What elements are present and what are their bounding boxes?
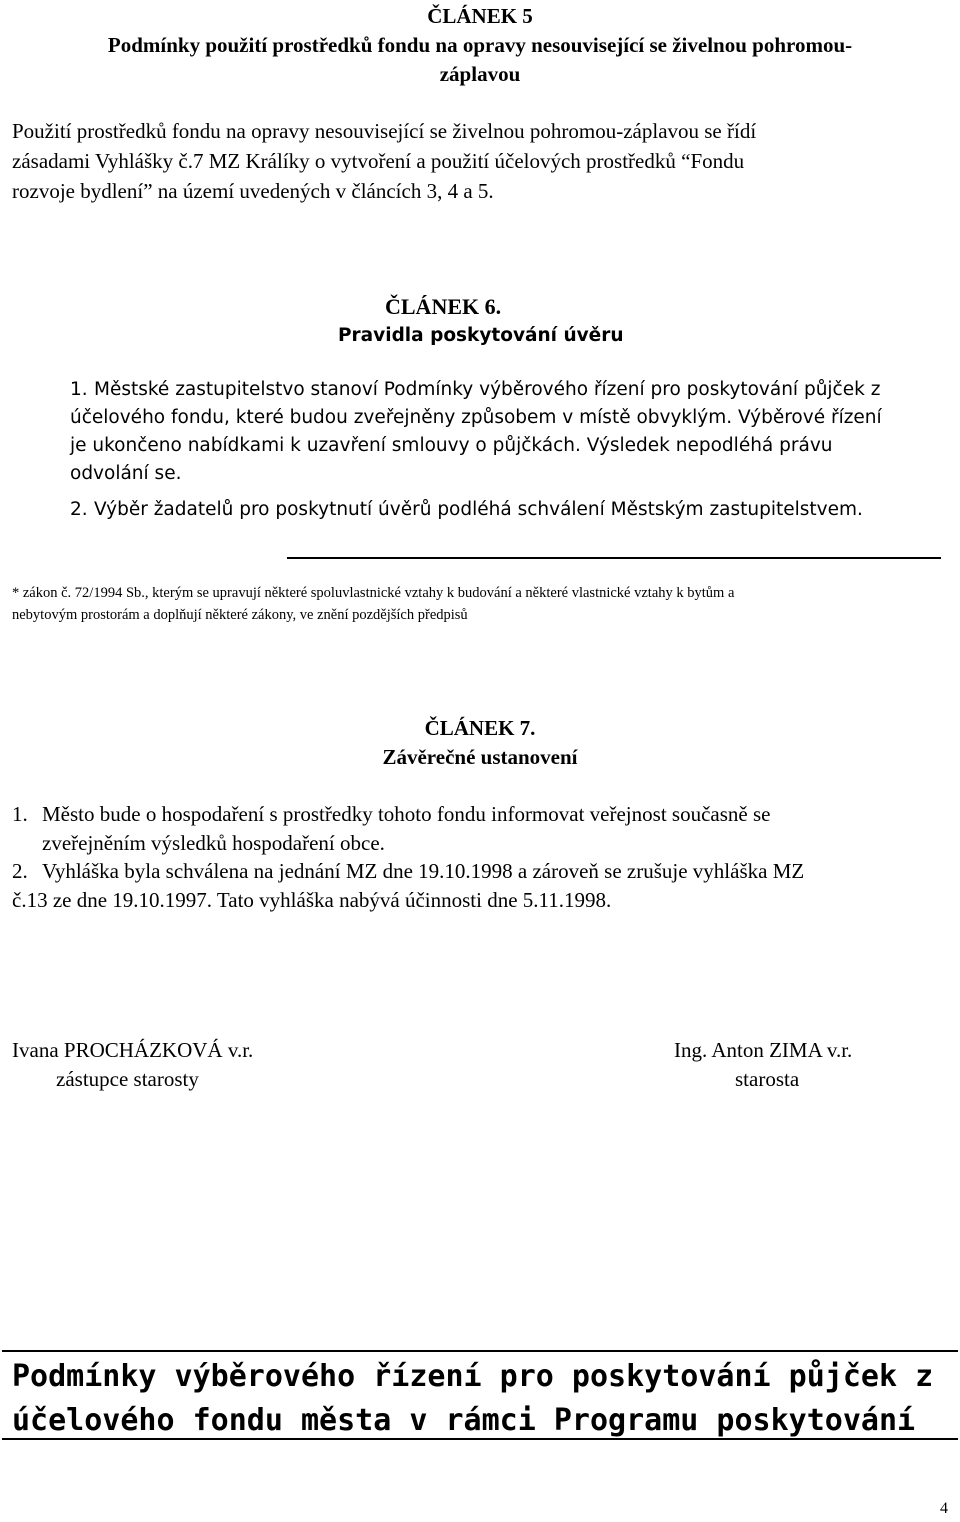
article5-paragraph xyxy=(12,117,952,207)
article6-item-1 xyxy=(12,376,952,488)
article7-item2-line2: č.13 ze dne 19.10.1997. Tato vyhláška nabývá účinnosti dne 5.11.1998. xyxy=(12,888,612,912)
footnote xyxy=(12,582,957,626)
article6-item2-number: 2. xyxy=(70,499,88,520)
bottom-title-bottom-rule xyxy=(2,1438,958,1440)
article5-para-line3: rozvoje bydlení” na území uvedených v článcích 3, 4 a 5. xyxy=(12,179,494,203)
article6-item1-line3: je ukončeno nabídkami k uzavření smlouvy o půjčkách. Výsledek nepodléhá právu xyxy=(70,435,833,456)
footnote-separator xyxy=(287,557,941,559)
article5-title-line1: Podmínky použití prostředků fondu na opravy nesouvisející se živelnou pohromou- xyxy=(107,33,853,57)
article6-item1-number: 1. xyxy=(70,379,88,400)
signature-right-role: starosta xyxy=(735,1067,800,1091)
article6-item1-line1: Městské zastupitelstvo stanoví Podmínky výběrového řízení pro poskytování půjček z xyxy=(94,379,881,400)
bottom-title-line2-text: účelového fondu města v rámci Programu poskytování xyxy=(12,1403,916,1438)
article7-item2-number: 2. xyxy=(12,859,28,883)
article7-item-1 xyxy=(12,800,954,858)
signature-left-name: Ivana PROCHÁZKOVÁ v.r. xyxy=(12,1038,254,1062)
article7-item1-line2: zveřejněním výsledků hospodaření obce. xyxy=(42,831,385,855)
bottom-title-top-rule xyxy=(2,1350,958,1352)
article6-item1-line4: odvolání se. xyxy=(70,463,182,484)
article5-para-line1: Použití prostředků fondu na opravy nesouvisející se živelnou pohromou-záplavou se řídí xyxy=(12,119,757,143)
page-number: 4 xyxy=(940,1500,948,1517)
article7-item1-number: 1. xyxy=(12,802,28,826)
article7-heading: ČLÁNEK 7. xyxy=(424,716,536,740)
article5-para-line2: zásadami Vyhlášky č.7 MZ Králíky o vytvoření a použití účelových prostředků “Fondu xyxy=(12,149,745,173)
footnote-line2: nebytovým prostorám a doplňují některé zákony, ve znění pozdějších předpisů xyxy=(12,607,468,623)
signature-right-name: Ing. Anton ZIMA v.r. xyxy=(674,1038,853,1062)
article6-title: Pravidla poskytování úvěru xyxy=(338,325,624,346)
article7-item-2 xyxy=(12,857,954,915)
footnote-line1: * zákon č. 72/1994 Sb., kterým se upravují některé spoluvlastnické vztahy k budování a některé vlastnické vztahy k bytům a xyxy=(12,585,735,601)
signature-left-role: zástupce starosty xyxy=(56,1067,199,1091)
article5-heading: ČLÁNEK 5 xyxy=(427,4,533,28)
bottom-title-line1-text: Podmínky výběrového řízení pro poskytování půjček z xyxy=(12,1359,934,1394)
article6-item2-line1: Výběr žadatelů pro poskytnutí úvěrů podléhá schválení Městským zastupitelstvem. xyxy=(94,499,863,520)
article7-title: Závěrečné ustanovení xyxy=(382,745,578,769)
article6-item-2 xyxy=(12,496,952,524)
bottom-title-line1 xyxy=(12,1355,956,1399)
article5-title-line2: záplavou xyxy=(439,62,521,86)
article6-item1-line2: účelového fondu, které budou zveřejněny způsobem v místě obvyklým. Výběrové řízení xyxy=(70,407,882,428)
article6-heading: ČLÁNEK 6. xyxy=(385,294,502,319)
bottom-title xyxy=(12,1355,956,1443)
bottom-title-line2 xyxy=(12,1399,956,1443)
article7-item1-line1: Město bude o hospodaření s prostředky tohoto fondu informovat veřejnost současně se xyxy=(42,802,771,826)
article7-item2-line1: Vyhláška byla schválena na jednání MZ dne 19.10.1998 a zároveň se zrušuje vyhláška MZ xyxy=(42,859,805,883)
